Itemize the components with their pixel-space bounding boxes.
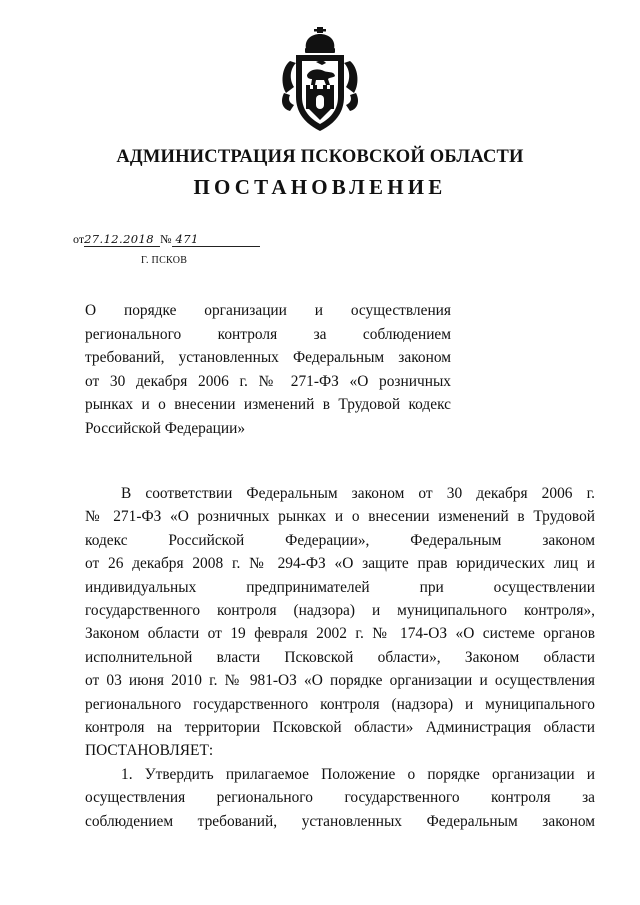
body-line: 1. Утвердить прилагаемое Положение о порядке организации и — [121, 765, 595, 783]
body-line: соблюдением требований, установленных Федеральным законом — [85, 812, 595, 830]
subject-line: требований, установленных Федеральным законом — [85, 349, 451, 366]
date-value: 27.12.2018 — [84, 232, 154, 246]
coat-of-arms-emblem — [276, 27, 364, 139]
body-line: № 271-ФЗ «О розничных рынках и о внесении изменений в Трудовой — [85, 508, 595, 526]
body-line: регионального государственного контроля (надзора) и муниципального — [85, 695, 595, 713]
date-prefix: от — [73, 232, 85, 246]
document-type-title: ПОСТАНОВЛЕНИЕ — [193, 175, 447, 199]
number-value: 471 — [175, 232, 199, 246]
subject-line: рынках и о внесении изменений в Трудовой кодекс — [85, 396, 451, 413]
body-line: осуществления регионального государственного контроля за — [85, 789, 595, 807]
body-line: контроля на территории Псковской области» Администрация области — [85, 719, 595, 737]
body-line: от 03 июня 2010 г. № 981-ОЗ «О порядке организации и осуществления — [85, 672, 595, 690]
body-line: кодекс Российской Федерации», Федеральным законом — [85, 531, 595, 549]
body-line: государственного контроля (надзора) и муниципального контроля», — [85, 602, 595, 620]
subject-line: Российской Федерации» — [85, 419, 246, 437]
date-field — [84, 233, 160, 247]
number-prefix: № — [160, 232, 172, 246]
city-label: Г. ПСКОВ — [141, 255, 188, 266]
body-line: ПОСТАНОВЛЯЕТ: — [85, 742, 214, 760]
body-line: Законом области от 19 февраля 2002 г. № 174-ОЗ «О системе органов — [85, 625, 595, 643]
body-line: В соответствии Федеральным законом от 30 декабря 2006 г. — [121, 485, 595, 502]
organization-title: АДМИНИСТРАЦИЯ ПСКОВСКОЙ ОБЛАСТИ — [116, 147, 524, 167]
subject-line: О порядке организации и осуществления — [85, 302, 451, 319]
subject-line: регионального контроля за соблюдением — [85, 325, 451, 343]
body-line: индивидуальных предпринимателей при осуществлении — [85, 578, 595, 596]
document-subject — [85, 299, 451, 440]
body-line: исполнительной власти Псковской области», Законом области — [85, 648, 595, 666]
date-number-line — [73, 232, 260, 247]
document-body — [85, 482, 595, 833]
body-line: от 26 декабря 2008 г. № 294-ФЗ «О защите прав юридических лиц и — [85, 555, 595, 573]
subject-line: от 30 декабря 2006 г. № 271-ФЗ «О розничных — [85, 372, 451, 390]
number-field — [172, 233, 260, 247]
